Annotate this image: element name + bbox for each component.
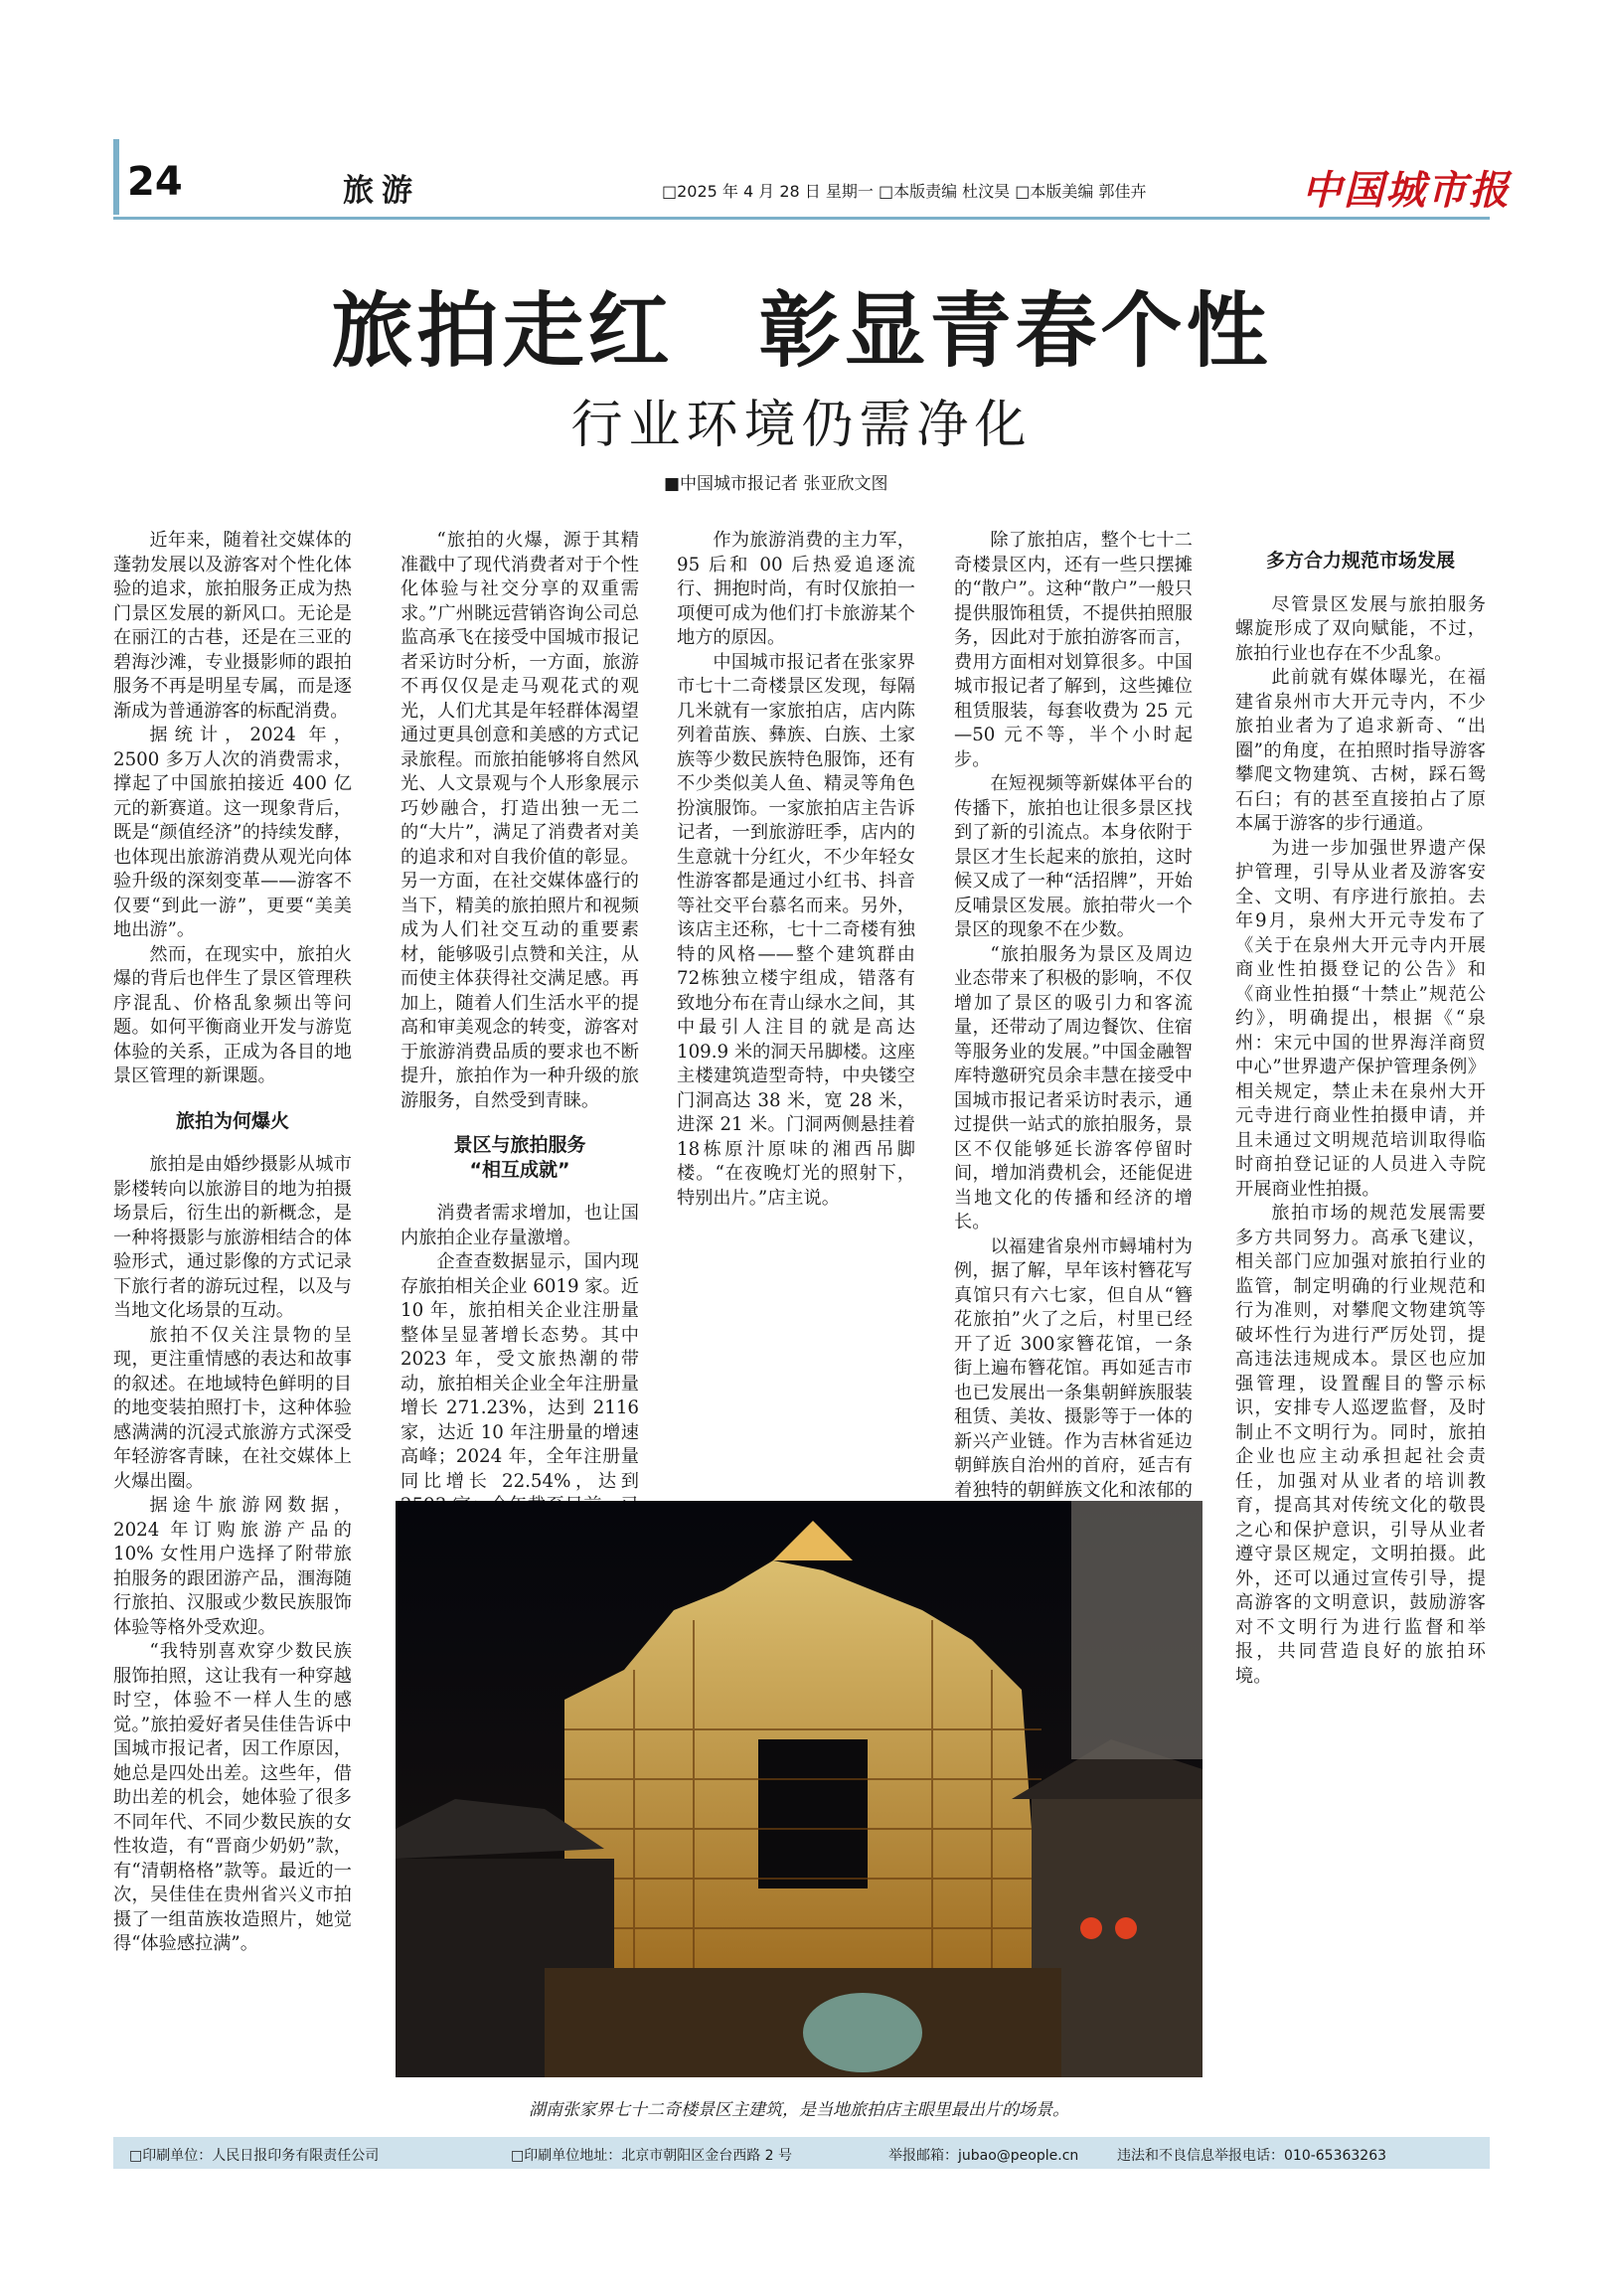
footer-address: □印刷单位地址：北京市朝阳区金台西路 2 号 xyxy=(511,2148,793,2164)
paragraph: 以福建省泉州市蟳埔村为例，据了解，早年该村簪花写真馆只有六七家，但自从“簪花旅拍”火了之后，村里已经开了近 300家簪花馆，一条街上遍布簪花馆。再如延吉市也已发展出一条集朝鲜族服装租赁、美妆、摄影等于一体的新兴产业链。作为吉林省延边朝鲜族自治州的首府，延吉有着独特的朝鲜族文化和浓郁的 xyxy=(954,1235,1193,1501)
footer-printer: □印刷单位：人民日报印务有限责任公司 xyxy=(129,2148,380,2164)
paragraph: 尽管景区发展与旅拍服务螺旋形成了双向赋能，不过，旅拍行业也存在不少乱象。 xyxy=(1235,593,1486,664)
paragraph: 近年来，随着社交媒体的蓬勃发展以及游客对个性化体验的追求，旅拍服务正成为热门景区发展的新风口。无论是在丽江的古巷，还是在三亚的碧海沙滩，专业摄影师的跟拍服务不再是明星专属，而是逐渐成为普通游客的标配消费。 xyxy=(113,530,352,722)
header-accent-bar xyxy=(113,139,119,215)
paragraph: 除了旅拍店，整个七十二奇楼景区内，还有一些只摆摊的“散户”。这种“散户”一般只提供服饰租赁，不提供拍照服务，因此对于旅拍游客而言，费用方面相对划算很多。中国城市报记者了解到，这些摊位租赁服装，每套收费为 25 元—50 元不等，半个小时起步。 xyxy=(954,530,1193,770)
photo-caption: 湖南张家界七十二奇楼景区主建筑，是当地旅拍店主眼里最出片的场景。 xyxy=(529,2100,1069,2120)
article-column-1 xyxy=(113,529,352,2119)
article-photo xyxy=(396,1501,1202,2077)
paragraph: 据途牛旅游网数据，2024 年订购旅游产品的 10% 女性用户选择了附带旅拍服务的跟团游产品，涠海随行旅拍、汉服或少数民族服饰体验等格外受欢迎。 xyxy=(113,1495,352,1638)
section-heading-line1: 景区与旅拍服务 xyxy=(453,1134,586,1156)
paragraph: 旅拍是由婚纱摄影从城市影楼转向以旅游目的地为拍摄场景后，衍生出的新概念，是一种将摄影与旅游相结合的体验形式，通过影像的方式记录下旅行者的游玩过程，以及与当地文化场景的互动。 xyxy=(113,1154,352,1321)
paragraph: 中国城市报记者在张家界市七十二奇楼景区发现，每隔几米就有一家旅拍店，店内陈列着苗族、彝族、白族、土家族等少数民族特色服饰，还有不少类似美人鱼、精灵等角色扮演服饰。一家旅拍店主告诉记者，一到旅游旺季，店内的生意就十分红火，不少年轻女性游客都是通过小红书、抖音等社交平台慕名而来。另外，该店主还称，七十二奇楼有独特的风格——整个建筑群由72栋独立楼宇组成，错落有致地分布在青山绿水之间，其中最引人注目的就是高达 109.9 米的洞天吊脚楼。这座主楼建筑造型奇特，中央镂空门洞高达 38 米，宽 28 米，进深 21 米。门洞两侧悬挂着18栋原汁原味的湘西吊脚楼。“在夜晚灯光的照射下，特别出片。”店主说。 xyxy=(677,651,915,1209)
subheadline: 行业环境仍需净化 xyxy=(570,396,1033,455)
article-column-3 xyxy=(677,529,915,1503)
article-column-5 xyxy=(1235,529,1486,2119)
paragraph: 旅拍市场的规范发展需要多方共同努力。高承飞建议，相关部门应加强对旅拍行业的监管，制定明确的行业规范和行为准则，对攀爬文物建筑等破坏性行为进行严厉处罚，提高违法违规成本。景区也应加强管理，设置醒目的警示标识，安排专人巡逻监督，及时制止不文明行为。同时，旅拍企业也应主动承担起社会责任，加强对从业者的培训教育，提高其对传统文化的敬畏之心和保护意识，引导从业者遵守景区规定，文明拍摄。此外，还可以通过宣传引导，提高游客的文明意识，鼓励游客对不文明行为进行监督和举报，共同营造良好的旅拍环境。 xyxy=(1235,1203,1486,1687)
section-heading: 旅拍为何爆火 xyxy=(175,1109,289,1132)
footer-bar xyxy=(113,2137,1490,2169)
masthead-logo: 中国城市报 xyxy=(1302,167,1511,214)
footer-email: 举报邮箱：jubao@people.cn xyxy=(888,2148,1079,2164)
paragraph: 然而，在现实中，旅拍火爆的背后也伴生了景区管理秩序混乱、价格乱象频出等问题。如何平衡商业开发与游览体验的关系，正成为各目的地景区管理的新课题。 xyxy=(113,943,352,1086)
paragraph: 在短视频等新媒体平台的传播下，旅拍也让很多景区找到了新的引流点。本身依附于景区才生长起来的旅拍，这时候又成了一种“活招牌”，开始反哺景区发展。旅拍带火一个景区的现象不在少数。 xyxy=(954,773,1193,940)
paragraph: 为进一步加强世界遗产保护管理，引导从业者及游客安全、文明、有序进行旅拍。去年9月，泉州大开元寺发布了《关于在泉州大开元寺内开展商业性拍摄登记的公告》和《商业性拍摄“十禁止”规范公约》，明确提出，根据《“泉州：宋元中国的世界海洋商贸中心”世界遗产保护管理条例》相关规定，禁止未在泉州大开元寺进行商业性拍摄申请，并且未通过文明规范培训取得临时商拍登记证的人员进入寺院开展商业性拍摄。 xyxy=(1235,837,1486,1200)
header-divider xyxy=(113,217,1490,220)
page-number: 24 xyxy=(127,159,183,205)
article-column-4 xyxy=(954,529,1193,1503)
dateline: □2025 年 4 月 28 日 星期一 □本版责编 杜汶昊 □本版美编 郭佳卉 xyxy=(662,182,1147,201)
paragraph: “旅拍的火爆，源于其精准戳中了现代消费者对于个性化体验与社交分享的双重需求。”广州眺远营销咨询公司总监高承飞在接受中国城市报记者采访时分析，一方面，旅游不再仅仅是走马观花式的观光，人们尤其是年轻群体渴望通过更具创意和美感的方式记录旅程。而旅拍能够将自然风光、人文景观与个人形象展示巧妙融合，打造出独一无二的“大片”，满足了消费者对美的追求和对自我价值的彰显。另一方面，在社交媒体盛行的当下，精美的旅拍照片和视频成为人们社交互动的重要素材，能够吸引点赞和关注，从而使主体获得社交满足感。再加上，随着人们生活水平的提高和审美观念的转变，游客对于旅游消费品质的要求也不断提升，旅拍作为一种升级的旅游服务，自然受到青睐。 xyxy=(401,530,639,1111)
night-building-illustration xyxy=(396,1501,1202,2077)
section-label: 旅游 xyxy=(343,173,420,209)
paragraph: “旅拍服务为景区及周边业态带来了积极的影响，不仅增加了景区的吸引力和客流量，还带动了周边餐饮、住宿等服务业的发展。”中国金融智库特邀研究员余丰慧在接受中国城市报记者采访时表示，通过提供一站式的旅拍服务，景区不仅能够延长游客停留时间，增加消费机会，还能促进当地文化的传播和经济的增长。 xyxy=(954,943,1193,1232)
paragraph: 旅拍不仅关注景物的呈现，更注重情感的表达和故事的叙述。在地域特色鲜明的目的地变装拍照打卡，这种体验感满满的沉浸式旅游方式深受年轻游客青睐，在社交媒体上火爆出圈。 xyxy=(113,1324,352,1492)
paragraph: 作为旅游消费的主力军，95 后和 00 后热爱追逐流行、拥抱时尚，有时仅旅拍一项便可成为他们打卡旅游某个地方的原因。 xyxy=(677,530,915,648)
section-heading-line2: “相互成就” xyxy=(469,1158,570,1181)
section-heading: 多方合力规范市场发展 xyxy=(1265,550,1455,572)
paragraph: 企查查数据显示，国内现存旅拍相关企业 6019 家。近 10 年，旅拍相关企业注册量整体呈显著增长态势。其中2023 年，受文旅热潮的带动，旅拍相关企业全年注册量增长 271.23%，达到 2116 家，达近 10 年注册量的增速高峰；2024 年，全年注册量同比增长 22.54%，达到 xyxy=(401,1251,639,1492)
footer-hotline: 违法和不良信息举报电话：010-65363263 xyxy=(1117,2148,1387,2164)
paragraph: 消费者需求增加，也让国内旅拍企业存量激增。 xyxy=(401,1203,639,1248)
paragraph: 此前就有媒体曝光，在福建省泉州市大开元寺内，不少旅拍业者为了追求新奇、“出圈”的角度，在拍照时指导游客攀爬文物建筑、古树，踩石鸳石臼；有的甚至直接拍占了原本属于游客的步行通道。 xyxy=(1235,667,1486,834)
paragraph: 据统计，2024 年，2500 多万人次的消费需求，撑起了中国旅拍接近 400 亿元的新赛道。这一现象背后，既是“颜值经济”的持续发酵，也体现出旅游消费从观光向体验升级的深刻变革——游客不仅要“到此一游”，更要“美美地出游”。 xyxy=(113,725,352,940)
article-column-2 xyxy=(401,529,639,1503)
headline: 旅拍走红 彰显青春个性 xyxy=(331,283,1272,379)
section-heading xyxy=(401,1133,639,1182)
byline: ■中国城市报记者 张亚欣文图 xyxy=(664,474,888,494)
paragraph: “我特别喜欢穿少数民族服饰拍照，这让我有一种穿越时空，体验不一样人生的感觉。”旅拍爱好者吴佳佳告诉中国城市报记者，因工作原因，她总是四处出差。这些年，借助出差的机会，她体验了很多不同年代、不同少数民族的女性妆造，有“晋商少奶奶”款，有“清朝格格”款等。最近的一次，吴佳佳在贵州省兴义市拍摄了一组苗族妆造照片，她觉得“体验感拉满”。 xyxy=(113,1641,352,1954)
